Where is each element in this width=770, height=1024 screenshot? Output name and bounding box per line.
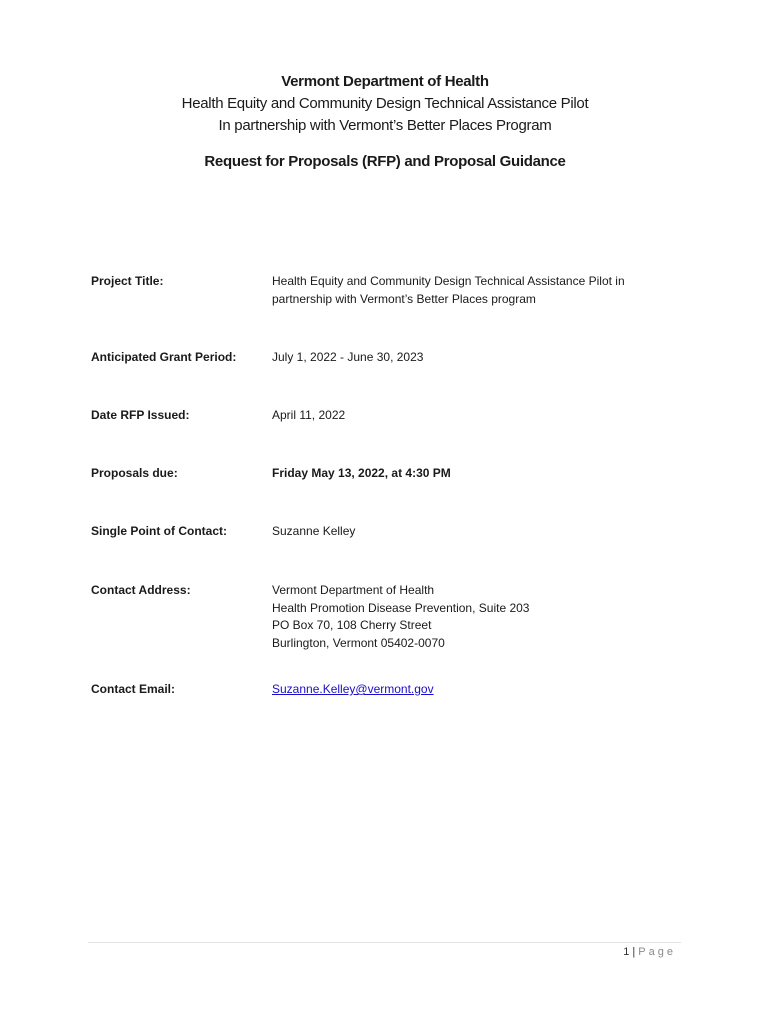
address-label: Contact Address: xyxy=(91,583,191,597)
footer-divider xyxy=(88,942,681,943)
project-title-value xyxy=(272,273,672,308)
page-footer xyxy=(623,946,676,958)
address-line: Burlington, Vermont 05402-0070 xyxy=(272,635,445,650)
project-title-line: partnership with Vermont’s Better Places program xyxy=(272,291,536,306)
proposals-due-value: Friday May 13, 2022, at 4:30 PM xyxy=(272,466,451,480)
page-word: Page xyxy=(638,946,676,958)
project-title-label: Project Title: xyxy=(91,274,164,288)
document-header xyxy=(0,71,770,170)
date-issued-value: April 11, 2022 xyxy=(272,408,346,422)
contact-value: Suzanne Kelley xyxy=(272,524,356,538)
address-line: PO Box 70, 108 Cherry Street xyxy=(272,618,432,632)
email-value xyxy=(272,681,672,699)
grant-period-label: Anticipated Grant Period: xyxy=(91,350,237,364)
address-line: Health Promotion Disease Prevention, Suite 203 xyxy=(272,600,530,615)
footer-separator: | xyxy=(632,946,636,958)
page-number: 1 xyxy=(623,946,630,958)
program-name: Health Equity and Community Design Technical Assistance Pilot xyxy=(181,95,589,112)
contact-label: Single Point of Contact: xyxy=(91,524,227,538)
address-line: Vermont Department of Health xyxy=(272,583,435,597)
document-title: Request for Proposals (RFP) and Proposal Guidance xyxy=(204,153,566,170)
partnership-line: In partnership with Vermont’s Better Places Program xyxy=(218,117,552,134)
address-value xyxy=(272,582,672,652)
email-label: Contact Email: xyxy=(91,682,176,696)
organization-name: Vermont Department of Health xyxy=(281,73,489,90)
grant-period-value: July 1, 2022 - June 30, 2023 xyxy=(272,350,424,364)
project-title-line: Health Equity and Community Design Technical Assistance Pilot in xyxy=(272,274,625,288)
email-link[interactable]: Suzanne.Kelley@vermont.gov xyxy=(272,682,434,696)
date-issued-label: Date RFP Issued: xyxy=(91,408,190,422)
proposals-due-label: Proposals due: xyxy=(91,466,178,480)
